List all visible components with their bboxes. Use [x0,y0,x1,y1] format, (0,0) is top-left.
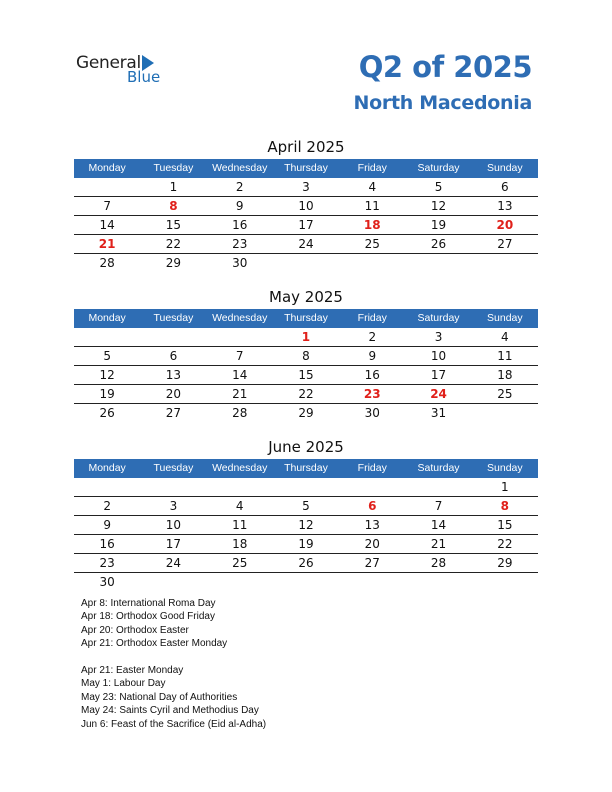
day-cell: 14 [99,218,115,232]
day-cell: 5 [103,349,111,363]
holiday-day-cell: 24 [430,387,447,401]
holiday-day-cell: 6 [368,499,377,513]
day-cell: 27 [497,237,513,251]
day-cell: 25 [232,556,248,570]
day-cell: 9 [368,349,377,363]
holiday-note: Apr 8: International Roma Day [81,598,216,609]
day-cell: 14 [232,368,248,382]
day-cell: 7 [434,499,443,513]
day-cell [472,573,538,591]
holiday-day-cell: 8 [169,199,178,213]
weekday-label: Sunday [487,462,523,474]
week-row [74,497,538,516]
day-cell: 15 [298,368,314,382]
weekday-label: Tuesday [153,162,194,174]
day-cell: 19 [99,387,115,401]
day-cell: 28 [232,406,248,420]
day-cell: 2 [368,330,377,344]
day-cell [207,478,273,496]
holiday-day-cell: 8 [500,499,509,513]
weekday-label: Wednesday [212,162,268,174]
country-title: North Macedonia [353,92,532,114]
day-cell: 4 [368,180,377,194]
week-row [74,516,538,535]
day-cell: 17 [165,537,182,551]
day-cell: 13 [364,518,380,532]
holiday-note: Apr 21: Easter Monday [81,665,184,676]
weekday-label: Wednesday [212,462,268,474]
day-cell: 3 [169,499,178,513]
day-cell: 4 [501,330,509,344]
day-cell: 6 [501,180,509,194]
day-cell: 24 [298,237,314,251]
day-cell: 8 [302,349,310,363]
day-cell: 29 [298,406,314,420]
month-title: May 2025 [269,288,343,306]
weekday-label: Friday [357,312,387,324]
weekday-label: Wednesday [212,312,268,324]
week-row [74,573,538,591]
day-cell [405,254,471,272]
day-cell: 14 [430,518,447,532]
day-cell [472,404,538,422]
day-cell: 18 [232,537,248,551]
weekday-label: Monday [88,312,126,324]
day-cell: 24 [165,556,182,570]
week-row [74,535,538,554]
day-cell: 4 [235,499,244,513]
day-cell: 16 [232,218,248,232]
day-cell: 26 [298,556,314,570]
day-cell: 25 [364,237,380,251]
logo-general-text: General [76,53,141,73]
day-cell: 6 [169,349,178,363]
holiday-note: May 23: National Day of Authorities [81,691,238,703]
day-cell: 11 [232,518,248,532]
day-cell: 23 [232,237,248,251]
day-cell: 30 [232,256,248,270]
week-row [74,197,538,216]
calendar-may [74,286,538,422]
day-cell: 13 [497,199,513,213]
day-cell: 16 [364,368,380,382]
holiday-note: May 1: Labour Day [81,678,166,690]
day-cell: 18 [497,368,513,382]
day-cell [273,254,339,272]
day-cell: 30 [99,575,115,589]
weekday-label: Thursday [284,462,328,474]
day-cell: 11 [364,199,380,213]
holiday-day-cell: 18 [363,218,381,232]
day-cell: 29 [497,556,513,570]
holiday-note: Apr 21: Orthodox Easter Monday [81,638,228,650]
day-cell [339,478,405,496]
day-cell: 10 [165,518,182,532]
day-cell: 19 [430,218,447,232]
week-row [74,254,538,272]
day-cell: 12 [298,518,314,532]
day-cell [472,254,538,272]
day-cell [339,573,405,591]
day-cell: 23 [99,556,115,570]
day-cell [207,573,273,591]
week-row [74,178,538,197]
holiday-list-2 [81,664,266,731]
holiday-note: Apr 18: Orthodox Good Friday [81,611,215,623]
month-title: June 2025 [268,438,344,456]
day-cell: 10 [430,349,447,363]
week-row [74,328,538,347]
holiday-day-cell: 1 [301,330,311,344]
weekday-label: Saturday [417,462,460,474]
holiday-day-cell: 23 [363,387,381,401]
day-cell: 20 [165,387,182,401]
day-cell: 3 [434,330,443,344]
month-title: April 2025 [267,138,345,156]
weekday-header [74,159,538,178]
quarter-title: Q2 of 2025 [358,50,532,84]
day-cell [74,478,140,496]
weekday-label: Saturday [417,162,460,174]
day-cell [140,573,206,591]
week-row [74,385,538,404]
holiday-note: Jun 6: Feast of the Sacrifice (Eid al-Adha) [81,718,267,730]
day-cell: 17 [298,218,314,232]
holiday-day-cell: 21 [98,237,116,251]
weekday-label: Sunday [487,162,523,174]
holiday-note: May 24: Saints Cyril and Methodius Day [81,705,259,717]
day-cell: 30 [364,406,380,420]
weekday-label: Friday [357,462,387,474]
day-cell [339,254,405,272]
day-cell: 27 [165,406,182,420]
day-cell: 3 [302,180,310,194]
day-cell: 16 [99,537,115,551]
day-cell: 22 [298,387,314,401]
week-row [74,478,538,497]
day-cell: 7 [235,349,244,363]
weekday-label: Tuesday [153,312,194,324]
day-cell: 5 [434,180,443,194]
day-cell [140,328,206,346]
weekday-header [74,459,538,478]
generalblue-logo [76,53,176,89]
day-cell [74,178,140,196]
logo-blue-text: Blue [127,68,161,86]
day-cell [273,573,339,591]
day-cell: 29 [165,256,182,270]
day-cell: 21 [430,537,447,551]
day-cell: 1 [169,180,178,194]
day-cell [140,478,206,496]
day-cell: 25 [497,387,513,401]
day-cell: 15 [165,218,182,232]
weekday-label: Monday [88,162,126,174]
day-cell [405,573,471,591]
week-row [74,216,538,235]
weekday-header [74,309,538,328]
day-cell: 11 [497,349,513,363]
weekday-label: Sunday [487,312,523,324]
weekday-label: Monday [88,462,126,474]
day-cell: 12 [99,368,115,382]
day-cell: 13 [165,368,182,382]
day-cell: 19 [298,537,314,551]
day-cell [207,328,273,346]
weekday-label: Saturday [417,312,460,324]
day-cell: 22 [165,237,182,251]
day-cell: 2 [235,180,244,194]
weekday-label: Tuesday [153,462,194,474]
weekday-label: Thursday [284,162,328,174]
day-cell: 31 [430,406,447,420]
day-cell: 1 [501,480,509,494]
calendar-april [74,136,538,272]
holiday-list-1 [81,597,227,651]
day-cell: 9 [235,199,244,213]
week-row [74,235,538,254]
day-cell: 7 [103,199,111,213]
holiday-day-cell: 20 [496,218,514,232]
weekday-label: Friday [357,162,387,174]
day-cell: 2 [103,499,111,513]
week-row [74,347,538,366]
day-cell [74,328,140,346]
week-row [74,404,538,422]
weekday-label: Thursday [284,312,328,324]
day-cell: 12 [430,199,447,213]
day-cell [273,478,339,496]
week-row [74,554,538,573]
day-cell: 22 [497,537,513,551]
day-cell: 28 [99,256,115,270]
calendar-june [74,436,538,591]
holiday-note: Apr 20: Orthodox Easter [81,624,189,636]
week-row [74,366,538,385]
day-cell: 26 [430,237,447,251]
day-cell: 26 [99,406,115,420]
day-cell: 9 [103,518,111,532]
day-cell: 10 [298,199,314,213]
day-cell: 28 [430,556,447,570]
day-cell [405,478,471,496]
day-cell: 27 [364,556,380,570]
day-cell: 15 [497,518,513,532]
day-cell: 20 [364,537,380,551]
day-cell: 21 [232,387,248,401]
day-cell: 5 [302,499,310,513]
day-cell: 17 [430,368,447,382]
